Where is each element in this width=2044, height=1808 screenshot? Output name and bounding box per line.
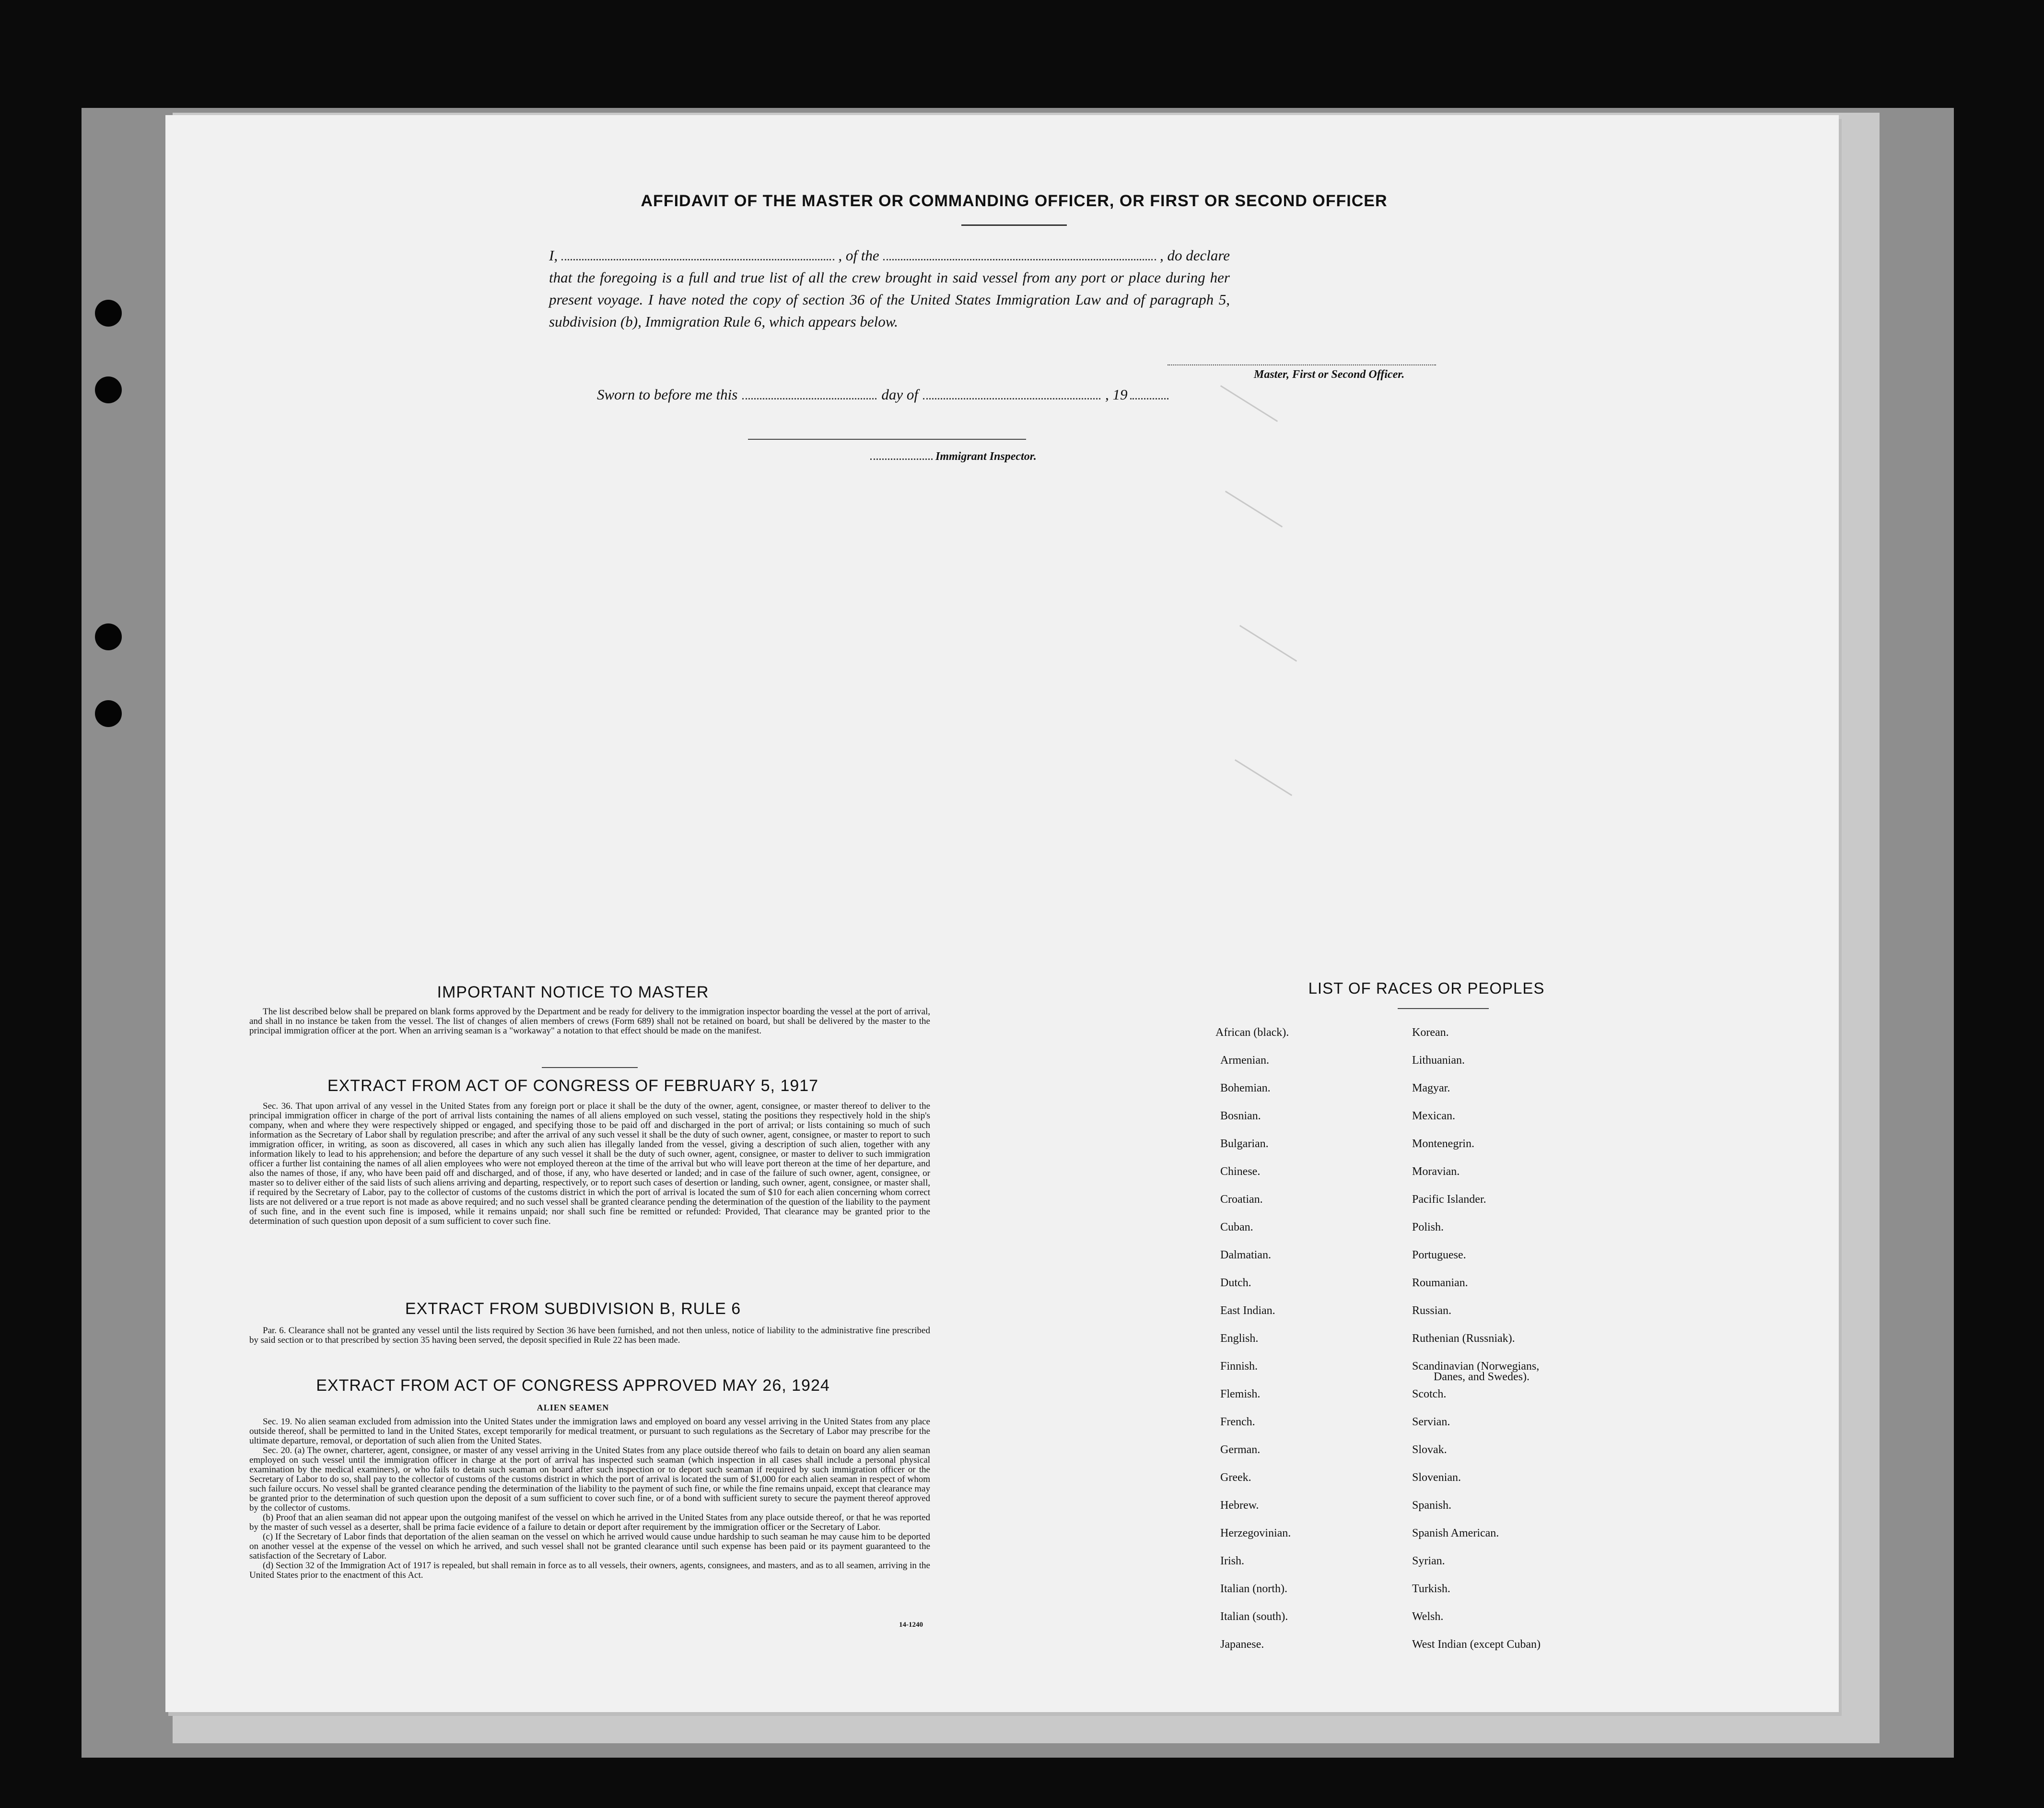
inspector-dots: [870, 450, 933, 460]
affidavit-body: [549, 245, 1230, 333]
sworn-prefix: Sworn to before me this: [597, 386, 738, 403]
race-item: East Indian.: [1220, 1304, 1275, 1317]
smudge: [1235, 759, 1292, 796]
master-signature-label: Master, First or Second Officer.: [1254, 368, 1405, 381]
rule-6-paragraph: Par. 6. Clearance shall not be granted any vessel until the lists required by Section 36 have been furnished, and not then unless, notice of liability to the administrative fine prescribed by said section or to that prescribed by section 35 having been served, the deposit specified in Rule 22 has been made.: [249, 1326, 930, 1345]
race-item: Slovenian.: [1412, 1471, 1461, 1484]
document-page: [165, 115, 1839, 1712]
race-item: Portuguese.: [1412, 1249, 1466, 1261]
punch-hole-icon: [95, 376, 122, 403]
punch-hole-icon: [95, 700, 122, 727]
race-item: Bulgarian.: [1220, 1138, 1269, 1150]
race-item: Chinese.: [1220, 1165, 1261, 1178]
sec-20a-paragraph: Sec. 20. (a) The owner, charterer, agent, consignee, or master of any vessel arriving in the United States from any place outside thereof who fails to detain on board any alien seaman employed on such vessel until the immigration officer in charge at the port of arrival has inspected such seaman (which inspection in all cases shall include a personal physical examination by the medical examiners), or who fails to detain such seaman on board after such inspection or to deport such seaman if required by such immigration officer or the Secretary of Labor to do so, shall pay to the collector of customs of the customs district in which the port of arrival is located the sum of $1,000 for each alien seaman in respect of whom such failure occurs. No vessel shall be granted clearance pending the determination of the liability to the payment of such fine, or while the fine remains unpaid, except that clearance may be granted prior to the determination of such question upon the deposit of a sum sufficient to cover such fine, or of a bond with sufficient surety to secure the payment thereof approved by the collector of customs.: [249, 1445, 930, 1513]
race-item: Roumanian.: [1412, 1277, 1468, 1289]
race-item: Dalmatian.: [1220, 1249, 1271, 1261]
races-title: LIST OF RACES OR PEOPLES: [1308, 979, 1545, 997]
race-item: Bosnian.: [1220, 1110, 1261, 1122]
race-item: Welsh.: [1412, 1610, 1444, 1623]
race-item: Herzegovinian.: [1220, 1527, 1291, 1539]
inspector-label: Immigrant Inspector.: [935, 450, 1037, 463]
sworn-day-label: day of: [881, 386, 918, 403]
race-item: Turkish.: [1412, 1583, 1450, 1595]
sec-19-paragraph: Sec. 19. No alien seaman excluded from admission into the United States under the immigration laws and employed on board any vessel arriving in the United States from any place outside thereof, shall be permitted to land in the United States, except temporarily for medical treatment, or pursuant to such regulations as the Secretary of Labor may prescribe for the ultimate departure, removal, or deportation of such alien from the United States.: [249, 1417, 930, 1446]
race-item: Lithuanian.: [1412, 1054, 1465, 1067]
notice-paragraph: The list described below shall be prepared on blank forms approved by the Department and be ready for delivery to the immigration inspector boarding the vessel at the port of arrival, and shall in no instance be taken from the vessel. The list of changes of alien members of crews (Form 689) shall not be retained on board, but shall be delivered by the master to the principal immigration officer at the port. When an arriving seaman is a "workaway" a notation to that effect should be made on the manifest.: [249, 1007, 930, 1036]
race-item: Mexican.: [1412, 1110, 1455, 1122]
declaration-line: [549, 245, 1230, 267]
race-item: German.: [1220, 1444, 1261, 1456]
races-divider: [1398, 1008, 1489, 1009]
inspector-label-row: [870, 450, 1037, 463]
race-item: Cuban.: [1220, 1221, 1253, 1233]
name-field[interactable]: [561, 248, 834, 260]
alien-seamen-subtitle: ALIEN SEAMEN: [537, 1403, 609, 1412]
punch-hole-icon: [95, 623, 122, 650]
race-item: Ruthenian (Russniak).: [1412, 1332, 1515, 1345]
declaration-i: I,: [549, 247, 558, 264]
race-item-continuation: Danes, and Swedes).: [1434, 1371, 1530, 1383]
rule-6-title: EXTRACT FROM SUBDIVISION B, RULE 6: [405, 1300, 741, 1318]
race-item: Moravian.: [1412, 1165, 1460, 1178]
race-item: Finnish.: [1220, 1360, 1258, 1373]
race-item: Syrian.: [1412, 1555, 1445, 1567]
race-item: Bohemian.: [1220, 1082, 1271, 1094]
sworn-year-field[interactable]: [1130, 388, 1168, 399]
race-item: Italian (north).: [1220, 1583, 1287, 1595]
sec-20c-paragraph: (c) If the Secretary of Labor finds that deportation of the alien seaman on the vessel on which he arrived would cause undue hardship to such seaman he may cause him to be deported on another vessel at the expense of the vessel on which he arrived, and such vessel shall not be granted clearance until such expense has been paid or its payment guaranteed to the satisfaction of the Secretary of Labor.: [249, 1532, 930, 1561]
sworn-day-field[interactable]: [742, 388, 876, 399]
race-item: Pacific Islander.: [1412, 1193, 1486, 1206]
race-item: Scandinavian (Norwegians,: [1412, 1360, 1540, 1373]
race-item: Servian.: [1412, 1416, 1450, 1428]
master-signature-line[interactable]: [1168, 364, 1436, 365]
extract-1917-title: EXTRACT FROM ACT OF CONGRESS OF FEBRUARY 5, 1917: [327, 1077, 819, 1095]
race-item: Scotch.: [1412, 1388, 1447, 1400]
notice-text: [249, 1007, 930, 1036]
smudge: [1225, 491, 1283, 528]
race-item: Japanese.: [1220, 1638, 1264, 1651]
inspector-signature-line[interactable]: [748, 439, 1026, 440]
sworn-year-label: , 19: [1105, 386, 1128, 403]
sec-20b-paragraph: (b) Proof that an alien seaman did not appear upon the outgoing manifest of the vessel on which he arrived in the United States from any place outside thereof, or that he was reported by the master of such vessel as a deserter, shall be prima facie evidence of a failure to detain or deport after requirement by the immigration officer or the Secretary of Labor.: [249, 1513, 930, 1532]
affidavit-statement: that the foregoing is a full and true list of all the crew brought in said vessel from any port or place during her present voyage. I have noted the copy of section 36 of the United States Immigration Law and of paragraph 5, subdivision (b), Immigration Rule 6, which appears below.: [549, 269, 1230, 330]
extract-1924-title: EXTRACT FROM ACT OF CONGRESS APPROVED MAY 26, 1924: [316, 1376, 830, 1395]
form-number: 14-1240: [899, 1621, 923, 1629]
sec-20d-paragraph: (d) Section 32 of the Immigration Act of 1917 is repealed, but shall remain in force as to all vessels, their owners, agents, consignees, and masters, and as to all seamen, arriving in the United States prior to the enactment of this Act.: [249, 1561, 930, 1580]
rule-6-text: [249, 1326, 930, 1345]
race-item: African (black).: [1215, 1026, 1289, 1039]
sworn-month-field[interactable]: [923, 388, 1100, 399]
vessel-field[interactable]: [883, 248, 1156, 260]
race-item: French.: [1220, 1416, 1255, 1428]
notice-divider: [542, 1067, 638, 1068]
title-underline: [961, 224, 1067, 226]
race-item: Spanish.: [1412, 1499, 1452, 1512]
race-item: Polish.: [1412, 1221, 1444, 1233]
race-item: Armenian.: [1220, 1054, 1269, 1067]
declaration-declare: , do declare: [1159, 247, 1230, 264]
extract-1924-text: [249, 1417, 930, 1580]
race-item: Magyar.: [1412, 1082, 1450, 1094]
race-item: Irish.: [1220, 1555, 1244, 1567]
race-item: Montenegrin.: [1412, 1138, 1474, 1150]
race-item: Dutch.: [1220, 1277, 1251, 1289]
race-item: Croatian.: [1220, 1193, 1263, 1206]
sworn-line: [597, 386, 1268, 403]
race-item: Slovak.: [1412, 1444, 1447, 1456]
race-item: Hebrew.: [1220, 1499, 1259, 1512]
punch-hole-icon: [95, 300, 122, 327]
race-item: Italian (south).: [1220, 1610, 1288, 1623]
race-item: Greek.: [1220, 1471, 1251, 1484]
extract-1917-text: [249, 1102, 930, 1226]
declaration-of: , of the: [838, 247, 879, 264]
smudge: [1239, 625, 1297, 662]
race-item: Korean.: [1412, 1026, 1449, 1039]
race-item: Russian.: [1412, 1304, 1452, 1317]
race-item: Flemish.: [1220, 1388, 1261, 1400]
race-item: English.: [1220, 1332, 1259, 1345]
affidavit-title: AFFIDAVIT OF THE MASTER OR COMMANDING OFFICER, OR FIRST OR SECOND OFFICER: [641, 192, 1388, 210]
race-item: Spanish American.: [1412, 1527, 1499, 1539]
race-item: West Indian (except Cuban): [1412, 1638, 1541, 1651]
notice-title: IMPORTANT NOTICE TO MASTER: [437, 983, 709, 1001]
section-36-paragraph: Sec. 36. That upon arrival of any vessel in the United States from any foreign port or place it shall be the duty of the owner, agent, consignee, or master thereof to deliver to the principal immigration officer in charge of the port of arrival lists containing the names of all aliens employed on such vessel, stating the positions they respectively hold in the ship's company, when and where they were respectively shipped or engaged, and specifying those to be paid off and discharged in the port of arrival; or lists containing so much of such information as the Secretary of Labor shall by regulation prescribe; and after the arrival of any such vessel it shall be the duty of such owner, agent, consignee, or master to report to such immigration officer, in writing, as soon as discovered, all cases in which any such alien has illegally landed from the vessel, giving a description of such alien, together with any information likely to lead to his apprehension; and before the departure of any such vessel it shall be the duty of such owner, agent, consignee, or master to deliver to such immigration officer a further list containing the names of all alien employees who were not employed thereon at the time of the arrival but who will leave port thereon at the time of her departure, and also the names of those, if any, who have been paid off and discharged, and of those, if any, who have deserted or landed; and in case of the failure of such owner, agent, consignee, or master so to deliver either of the said lists of such aliens arriving and departing, respectively, or to report such cases of desertion or landing, such owner, agent, consignee, or master shall, if required by the Secretary of Labor, pay to the collector of customs of the customs district in which the port of arrival is located the sum of $10 for each alien concerning whom correct lists are not delivered or a true report is not made as above required; and no such vessel shall be granted clearance pending the determination of the question of the liability to the payment of such fine, and in the event such fine is imposed, while it remains unpaid; nor shall such fine be remitted or refunded: Provided, That clearance may be granted prior to the determination of such question upon deposit of a sum sufficient to cover such fine.: [249, 1101, 930, 1226]
